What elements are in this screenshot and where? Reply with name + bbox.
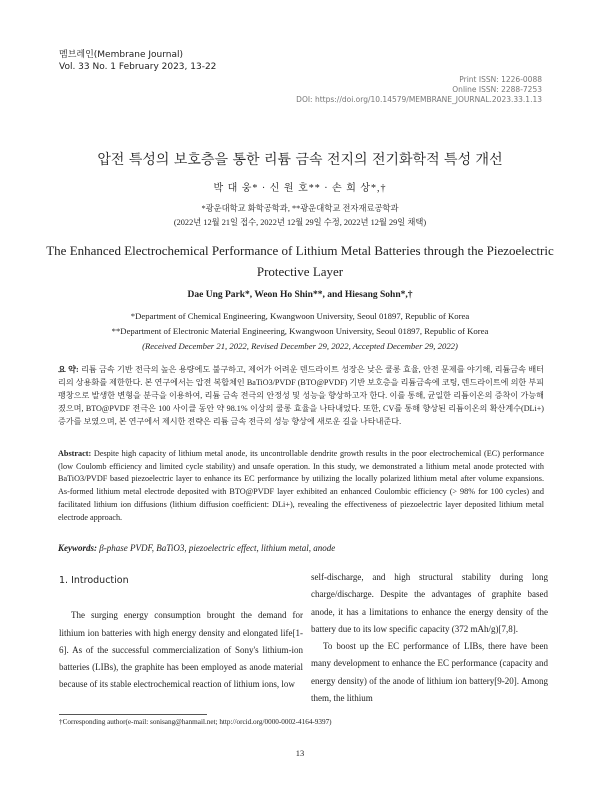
title-korean: 압전 특성의 보호층을 통한 리튬 금속 전지의 전기화학적 특성 개선 bbox=[97, 152, 503, 168]
issn-block bbox=[296, 75, 542, 105]
online-issn: Online ISSN: 2288-7253 bbox=[452, 85, 542, 94]
keywords bbox=[58, 543, 544, 553]
print-issn: Print ISSN: 1226-0088 bbox=[459, 75, 542, 84]
affiliation-korean bbox=[0, 202, 600, 229]
authors-korean: 박 대 웅* · 신 원 호** · 손 희 상*,† bbox=[213, 183, 387, 194]
intro-paragraph-1: The surging energy consumption brought the demand for lithium ion batteries with high energy density and elongated life[1-6]. As of the successful commercialization of Sony's lithium-ion batteries (LIBs), the graphite has been employed as anode material because of its stable electrochemical reaction of lithium ions, low bbox=[59, 610, 303, 690]
abstract-korean-label: 요 약: bbox=[58, 365, 79, 374]
footnote-divider bbox=[59, 714, 207, 715]
dates-english: (Received December 21, 2022, Revised December 29, 2022, Accepted December 29, 2022) bbox=[142, 341, 458, 351]
affiliation-english bbox=[0, 309, 600, 354]
title-english: The Enhanced Electrochemical Performance of Lithium Metal Batteries through the Piezoelectric Protective Layer bbox=[46, 243, 554, 279]
intro-paragraph-2: To boost up the EC performance of LIBs, there have been many development to enhance the EC performance (capacity and energy density) of the anode of lithium ion battery[9-20]. Among them, the lithium bbox=[311, 641, 548, 704]
intro-paragraph-continued: self-discharge, and high structural stability during long charge/discharge. Despite the advantages of graphite based anode, it has a limitations to enhance the energy density of the battery due to its low specific capacity (372 mAh/g)[7,8]. bbox=[311, 572, 548, 634]
corresponding-author-footnote: †Corresponding author(e-mail: sonisang@hanmail.net; http://orcid.org/0000-0002-4164-9397) bbox=[59, 718, 332, 726]
intro-right-column bbox=[311, 569, 548, 707]
affiliation-korean-line: *광운대학교 화학공학과, **광운대학교 전자재료공학과 bbox=[201, 204, 399, 213]
keywords-text: β-phase PVDF, BaTiO3, piezoelectric effect, lithium metal, anode bbox=[99, 543, 336, 553]
journal-header bbox=[59, 49, 216, 73]
intro-left-column bbox=[59, 572, 303, 694]
affiliation-english-line-2: **Department of Electronic Material Engineering, Kwangwoon University, Seoul 01897, Republic of Korea bbox=[111, 326, 489, 336]
abstract-korean-text: 리튬 금속 기반 전극의 높은 용량에도 불구하고, 제어가 어려운 덴드라이트 성장은 낮은 쿨롱 효율, 안전 문제를 야기해, 리튬금속 배터리의 상용화를 제한한다. 본 연구에서는 압전 복합체인 BaTiO3/PVDF (BTO@PVDF) 기반 보호층을 리튬금속에 코팅, 덴드라이트에 의한 부피팽창으로 발생한 변형을 분극을 이용하여, 리튬 금속 전극의 안정성 및 성능을 향상하고자 한다. 이를 통해, 균일한 리튬이온의 증착이 가능해졌으며, BTO@PVDF 전극은 100 사이클 동안 약 98.1% 이상의 쿨롱 효율을 나타내었다. 또한, CV를 통해 향상된 리튬이온의 확산계수(DLi+) 증가를 보였으며, 본 연구에서 제시한 전략은 리튬 금속 전극의 성능 향상에 새로운 길을 나타내준다. bbox=[58, 365, 544, 427]
abstract-english-label: Abstract: bbox=[58, 449, 92, 458]
abstract-english bbox=[58, 448, 544, 524]
affiliation-english-line-1: *Department of Chemical Engineering, Kwangwoon University, Seoul 01897, Republic of Korea bbox=[130, 311, 470, 321]
section-heading-introduction: 1. Introduction bbox=[59, 575, 129, 586]
journal-name: 멤브레인(Membrane Journal) bbox=[59, 50, 184, 60]
keywords-label: Keywords: bbox=[58, 543, 97, 553]
authors-english: Dae Ung Park*, Weon Ho Shin**, and Hiesang Sohn*,† bbox=[187, 290, 413, 300]
page-number: 13 bbox=[295, 748, 305, 758]
doi[interactable]: DOI: https://doi.org/10.14579/MEMBRANE_JOURNAL.2023.33.1.13 bbox=[296, 95, 542, 104]
dates-korean: (2022년 12월 21일 접수, 2022년 12월 29일 수정, 2022년 12월 29일 채택) bbox=[173, 217, 427, 227]
volume-line: Vol. 33 No. 1 February 2023, 13-22 bbox=[59, 62, 217, 72]
abstract-korean bbox=[58, 363, 544, 428]
abstract-english-text: Despite high capacity of lithium metal anode, its uncontrollable dendrite growth results in the poor electrochemical (EC) performance (low Coulomb efficiency and limited cycle stability) and unsafe operation. In this study, we demonstrated a lithium metal anode protected with BaTiO3/PVDF based piezoelectric layer to enhance its EC performance by utilizing the locally polarized lithium metal after volume expansions. As-formed lithium metal electrode deposited with BTO@PVDF layer exhibited an enhanced Coulombic efficiency (> 98% for 100 cycles) and facilitated lithium ion diffusions (lithium diffusion coefficient: DLi+), revealing the effectiveness of piezoelectric layer deposited lithium metal electrode approach. bbox=[58, 449, 545, 522]
